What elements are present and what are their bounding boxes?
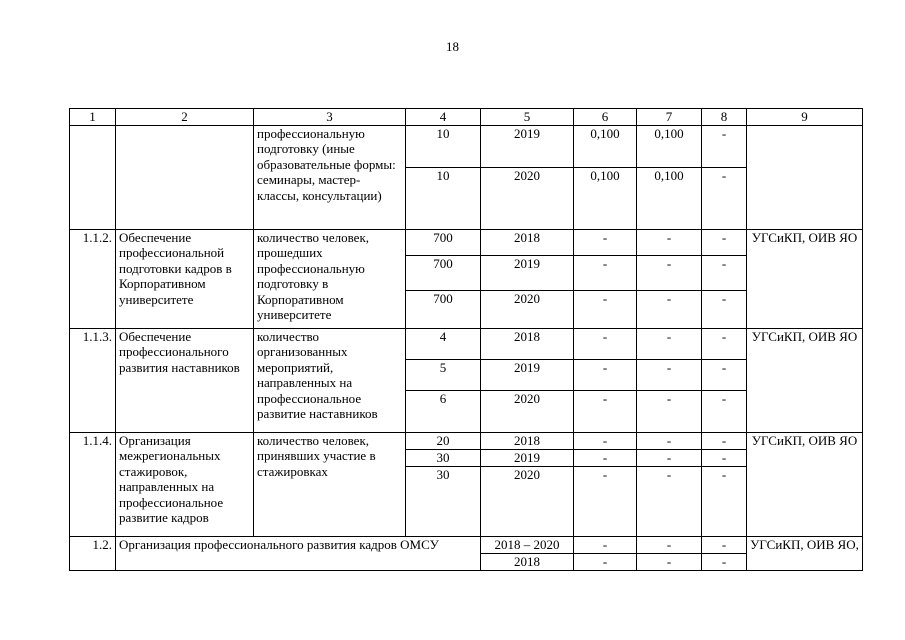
cell-c8: - xyxy=(702,229,747,255)
cell-c6: - xyxy=(574,536,637,553)
cell-num: 1.1.3. xyxy=(70,328,116,432)
cell-c8: - xyxy=(702,390,747,432)
cell-c6: 0,100 xyxy=(574,167,637,229)
cell-num: 1.1.2. xyxy=(70,229,116,328)
cell-value: 700 xyxy=(406,290,481,328)
cell-c8: - xyxy=(702,466,747,536)
cell-c6: - xyxy=(574,255,637,290)
cell-resp: УГСиКП, ОИВ ЯО, xyxy=(747,536,863,570)
cell-value: 20 xyxy=(406,432,481,449)
cell-c8: - xyxy=(702,125,747,167)
cell-c7: 0,100 xyxy=(637,125,702,167)
cell-year: 2018 xyxy=(481,432,574,449)
cell-c7: - xyxy=(637,255,702,290)
cell-year: 2018 xyxy=(481,328,574,359)
cell-value: 10 xyxy=(406,125,481,167)
table-row xyxy=(70,229,863,255)
cell-c7: - xyxy=(637,432,702,449)
cell-c6: - xyxy=(574,553,637,570)
cell-value: 700 xyxy=(406,229,481,255)
col-header: 4 xyxy=(406,109,481,126)
cell-value: 5 xyxy=(406,359,481,390)
cell-year: 2019 xyxy=(481,449,574,466)
cell-num: 1.1.4. xyxy=(70,432,116,536)
col-header: 6 xyxy=(574,109,637,126)
cell-year: 2018 – 2020 xyxy=(481,536,574,553)
cell-c7: - xyxy=(637,359,702,390)
table-row xyxy=(70,125,863,167)
cell-c8: - xyxy=(702,432,747,449)
cell-year: 2019 xyxy=(481,125,574,167)
cell-c8: - xyxy=(702,536,747,553)
cell-value: 4 xyxy=(406,328,481,359)
col-header: 5 xyxy=(481,109,574,126)
cell-name: Обеспечение профессиональной подготовки кадров в Корпоративном университете xyxy=(116,229,254,328)
cell-resp xyxy=(747,125,863,229)
cell-c7: - xyxy=(637,466,702,536)
table-row xyxy=(70,328,863,359)
cell-c8: - xyxy=(702,553,747,570)
col-header: 1 xyxy=(70,109,116,126)
cell-indicator: количество человек, прошедших профессиональную подготовку в Корпоративном университете xyxy=(254,229,406,328)
cell-indicator: профессиональную подготовку (иные образовательные формы: семинары, мастер-классы, консультации) xyxy=(254,125,406,229)
cell-num: 1.2. xyxy=(70,536,116,570)
program-table xyxy=(69,108,863,571)
cell-c7: - xyxy=(637,536,702,553)
cell-name: Организация межрегиональных стажировок, направленных на профессиональное развитие кадров xyxy=(116,432,254,536)
cell-c7: - xyxy=(637,553,702,570)
cell-resp: УГСиКП, ОИВ ЯО xyxy=(747,432,863,536)
cell-c6: - xyxy=(574,432,637,449)
cell-c7: - xyxy=(637,390,702,432)
cell-value: 700 xyxy=(406,255,481,290)
cell-c8: - xyxy=(702,255,747,290)
table-row xyxy=(70,432,863,449)
table-row xyxy=(70,536,863,553)
col-header: 8 xyxy=(702,109,747,126)
cell-c8: - xyxy=(702,167,747,229)
cell-c6: 0,100 xyxy=(574,125,637,167)
cell-c7: - xyxy=(637,328,702,359)
cell-c8: - xyxy=(702,328,747,359)
cell-indicator: количество человек, принявших участие в стажировках xyxy=(254,432,406,536)
cell-year: 2020 xyxy=(481,167,574,229)
header-row xyxy=(70,109,863,126)
cell-resp: УГСиКП, ОИВ ЯО xyxy=(747,328,863,432)
cell-c8: - xyxy=(702,449,747,466)
cell-year: 2019 xyxy=(481,255,574,290)
cell-year: 2020 xyxy=(481,390,574,432)
cell-num xyxy=(70,125,116,229)
cell-c6: - xyxy=(574,290,637,328)
cell-year: 2019 xyxy=(481,359,574,390)
cell-c6: - xyxy=(574,449,637,466)
cell-value: 30 xyxy=(406,449,481,466)
cell-c7: - xyxy=(637,290,702,328)
cell-c8: - xyxy=(702,359,747,390)
cell-name: Организация профессионального развития кадров ОМСУ xyxy=(116,536,481,570)
cell-c6: - xyxy=(574,466,637,536)
cell-name xyxy=(116,125,254,229)
cell-year: 2018 xyxy=(481,553,574,570)
cell-c7: - xyxy=(637,449,702,466)
cell-resp: УГСиКП, ОИВ ЯО xyxy=(747,229,863,328)
cell-value: 6 xyxy=(406,390,481,432)
cell-name: Обеспечение профессионального развития наставников xyxy=(116,328,254,432)
cell-c6: - xyxy=(574,390,637,432)
cell-c8: - xyxy=(702,290,747,328)
cell-year: 2020 xyxy=(481,290,574,328)
page-number: 18 xyxy=(446,39,459,54)
col-header: 3 xyxy=(254,109,406,126)
cell-c7: 0,100 xyxy=(637,167,702,229)
cell-value: 10 xyxy=(406,167,481,229)
cell-c6: - xyxy=(574,359,637,390)
cell-c6: - xyxy=(574,229,637,255)
cell-value: 30 xyxy=(406,466,481,536)
col-header: 9 xyxy=(747,109,863,126)
cell-c7: - xyxy=(637,229,702,255)
cell-indicator: количество организованных мероприятий, направленных на профессиональное развитие наставников xyxy=(254,328,406,432)
col-header: 2 xyxy=(116,109,254,126)
cell-c6: - xyxy=(574,328,637,359)
col-header: 7 xyxy=(637,109,702,126)
cell-year: 2018 xyxy=(481,229,574,255)
cell-year: 2020 xyxy=(481,466,574,536)
